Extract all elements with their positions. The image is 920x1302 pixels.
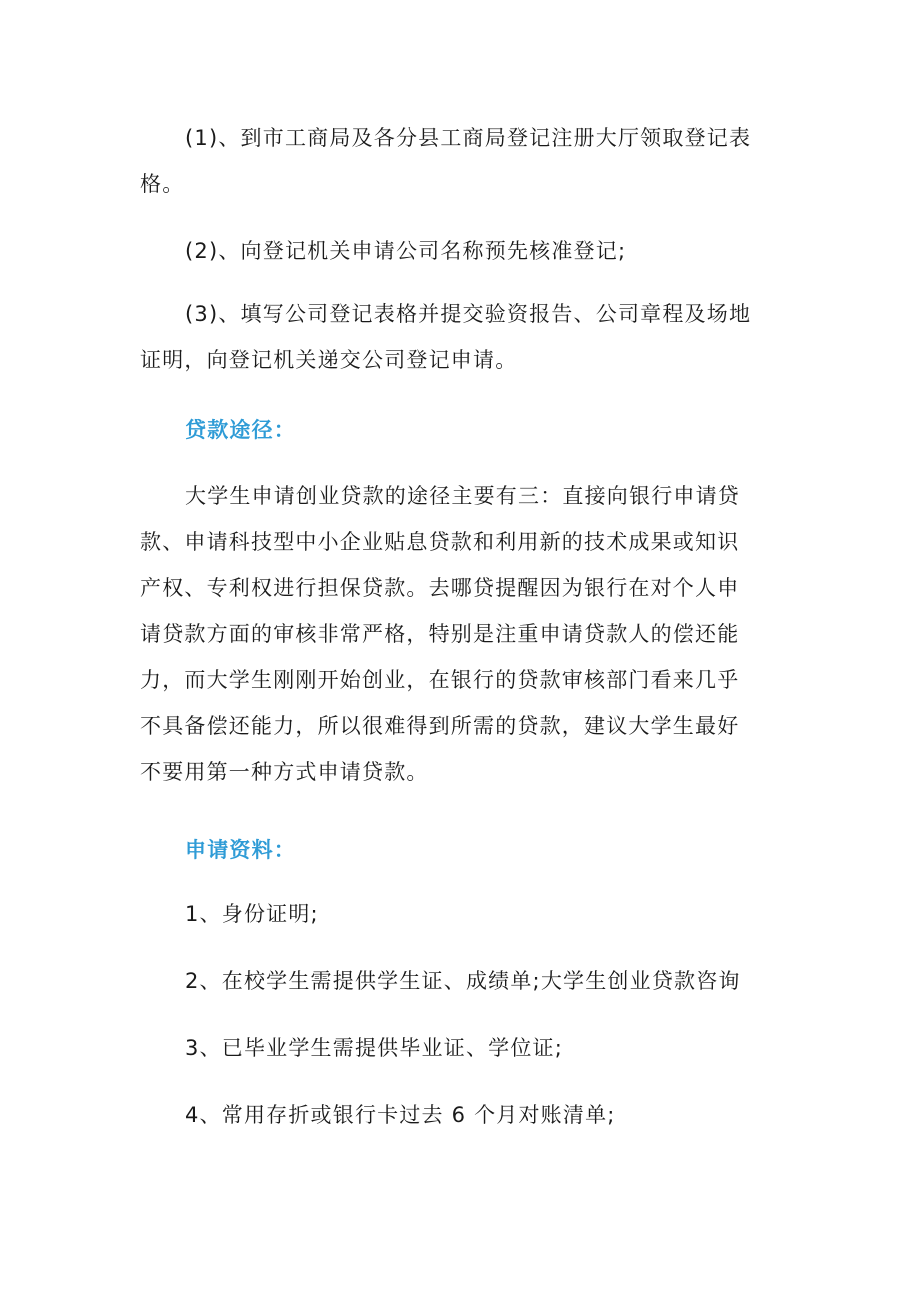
loan-channels-line-3: 产权、专利权进行担保贷款。去哪贷提醒因为银行在对个人申 xyxy=(140,576,740,600)
step-3-line-1: (3)、填写公司登记表格并提交验资报告、公司章程及场地 xyxy=(185,302,752,326)
step-3-paragraph xyxy=(140,291,780,383)
application-materials-heading: 申请资料： xyxy=(185,838,296,862)
loan-channels-line-6: 不具备偿还能力，所以很难得到所需的贷款，建议大学生最好 xyxy=(140,714,740,738)
loan-channels-line-4: 请贷款方面的审核非常严格，特别是注重申请贷款人的偿还能 xyxy=(140,622,740,646)
step-1-line-2: 格。 xyxy=(140,172,185,196)
loan-channels-line-5: 力，而大学生刚刚开始创业，在银行的贷款审核部门看来几乎 xyxy=(140,668,740,692)
loan-channels-line-1: 大学生申请创业贷款的途径主要有三：直接向银行申请贷 xyxy=(185,484,740,508)
step-3-line-2: 证明，向登记机关递交公司登记申请。 xyxy=(140,348,518,372)
loan-channels-heading: 贷款途径： xyxy=(185,418,296,442)
step-2-paragraph xyxy=(140,228,780,274)
loan-channels-line-2: 款、申请科技型中小企业贴息贷款和利用新的技术成果或知识 xyxy=(140,530,740,554)
loan-channels-line-7: 不要用第一种方式申请贷款。 xyxy=(140,760,429,784)
material-item-3: 3、已毕业学生需提供毕业证、学位证; xyxy=(185,1036,564,1060)
material-item-4: 4、常用存折或银行卡过去 6 个月对账清单; xyxy=(185,1103,616,1127)
step-1-line-1: (1)、到市工商局及各分县工商局登记注册大厅领取登记表 xyxy=(185,126,752,150)
loan-channels-paragraph xyxy=(140,473,780,795)
material-item-2: 2、在校学生需提供学生证、成绩单;大学生创业贷款咨询 xyxy=(185,969,741,993)
step-1-paragraph xyxy=(140,115,780,207)
step-2-line-1: (2)、向登记机关申请公司名称预先核准登记; xyxy=(185,239,627,263)
material-item-1: 1、身份证明; xyxy=(185,902,319,926)
